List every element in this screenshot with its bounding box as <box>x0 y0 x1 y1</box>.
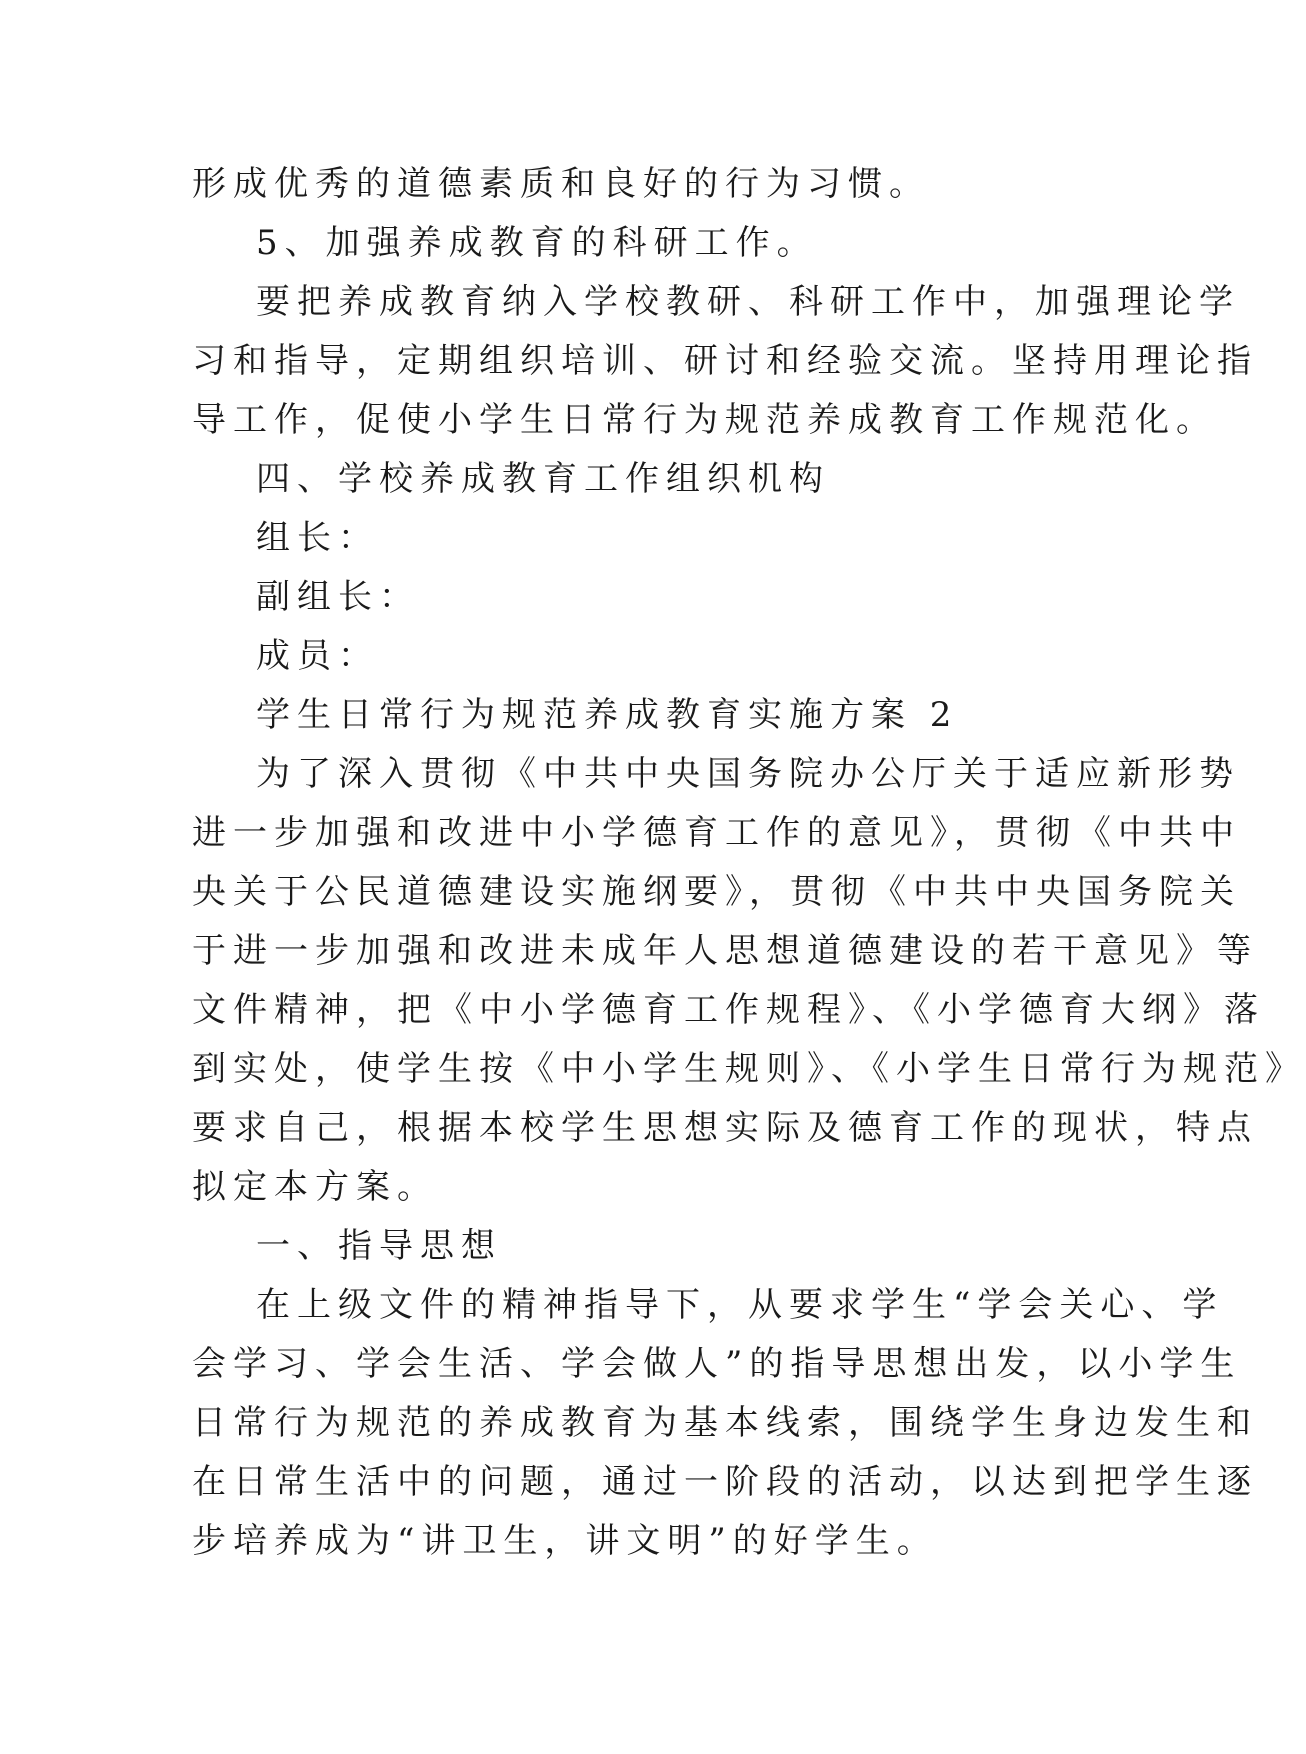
paragraph-line: 央关于公民道德建设实施纲要》，贯彻《中共中央国务院关 <box>192 872 1241 912</box>
paragraph-line: 在上级文件的精神指导下，从要求学生“学会关心、学 <box>256 1285 1224 1325</box>
paragraph-line: 于进一步加强和改进未成年人思想道德建设的若干意见》等 <box>192 931 1258 971</box>
paragraph-line: 进一步加强和改进中小学德育工作的意见》，贯彻《中共中 <box>192 813 1241 853</box>
section-heading: 四、学校养成教育工作组织机构 <box>256 459 830 499</box>
paragraph-line: 在日常生活中的问题，通过一阶段的活动，以达到把学生逐 <box>192 1462 1258 1502</box>
paragraph-line: 要把养成教育纳入学校教研、科研工作中，加强理论学 <box>256 282 1240 322</box>
org-role-line: 副组长： <box>256 577 420 617</box>
paragraph-line: 为了深入贯彻《中共中央国务院办公厅关于适应新形势 <box>256 754 1240 794</box>
section-heading: 一、指导思想 <box>256 1226 502 1266</box>
paragraph-line: 形成优秀的道德素质和良好的行为习惯。 <box>192 164 930 204</box>
paragraph-line: 会学习、学会生活、学会做人”的指导思想出发，以小学生 <box>192 1344 1242 1384</box>
paragraph-line: 要求自己，根据本校学生思想实际及德育工作的现状，特点 <box>192 1108 1258 1148</box>
paragraph-line: 步培养成为“讲卫生，讲文明”的好学生。 <box>192 1521 938 1561</box>
paragraph-line: 到实处，使学生按《中小学生规则》、《小学生日常行为规范》 <box>192 1049 1306 1089</box>
paragraph-line: 导工作，促使小学生日常行为规范养成教育工作规范化。 <box>192 400 1217 440</box>
section-heading: 5、加强养成教育的科研工作。 <box>256 223 818 263</box>
paragraph-line: 习和指导，定期组织培训、研讨和经验交流。坚持用理论指 <box>192 341 1258 381</box>
paragraph-line: 文件精神，把《中小学德育工作规程》、《小学德育大纲》落 <box>192 990 1265 1030</box>
org-role-line: 成员： <box>256 636 379 676</box>
org-role-line: 组长： <box>256 518 379 558</box>
paragraph-line: 日常行为规范的养成教育为基本线索，围绕学生身边发生和 <box>192 1403 1258 1443</box>
document-body <box>192 155 1306 1571</box>
paragraph-line: 拟定本方案。 <box>192 1167 438 1207</box>
document-title: 学生日常行为规范养成教育实施方案 2 <box>256 695 959 735</box>
